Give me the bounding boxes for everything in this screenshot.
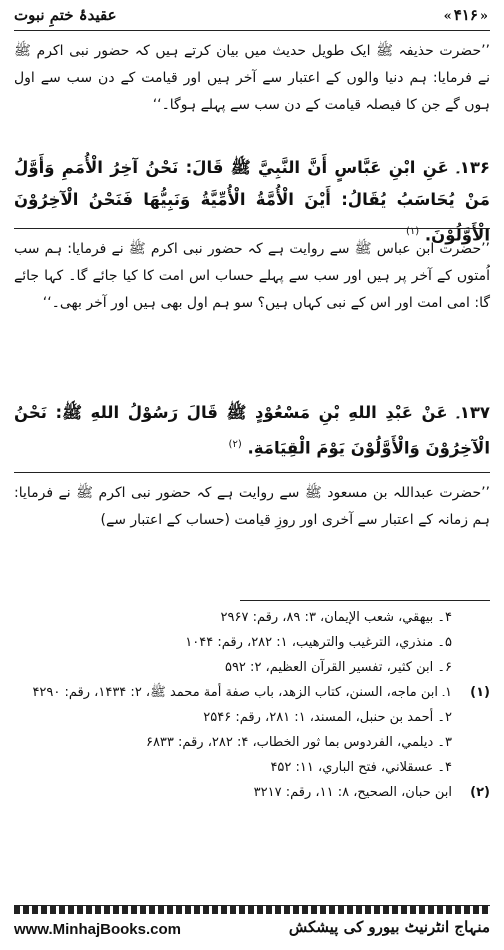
footnote-item: ۲۔ أحمد بن حنبل، المسند، ۱: ۲۸۱، رقم: ۲۵۴۶ xyxy=(203,710,452,725)
divider xyxy=(14,228,490,229)
footer-stripe xyxy=(14,905,490,914)
hadith-text: عَنِ ابْنِ عَبَّاسٍ أَنَّ النَّبِيَّ ﷺ قَالَ: نَحْنُ آخِرُ الْأُمَمِ وَأَوَّلُ مَنْ يُحَاسَبُ يُقَالُ: أَيْنَ الْأُمَّةُ الْأُمِّيَّةُ وَنَبِيُّهَا فَنَحْنُ الْآخِرُوْنَ الْأَوَّلُوْنَ. xyxy=(14,158,490,245)
hadith-number: ۱۳۶۔ xyxy=(456,158,490,177)
footnote-item: ۴۔ بيهقي، شعب الإيمان، ۳: ۸۹، رقم: ۲۹۶۷ xyxy=(220,610,452,625)
footnote-mark: (۱) xyxy=(470,685,490,700)
footnote-2-item: (۲) ابن حبان، الصحيح، ۸: ۱۱، رقم: ۳۲۱۷ xyxy=(14,780,490,805)
hadith-number: ۱۳۷۔ xyxy=(456,403,490,422)
divider xyxy=(14,472,490,473)
website-link[interactable]: www.MinhajBooks.com xyxy=(14,921,181,938)
footnotes xyxy=(14,600,490,805)
hadith-137-arabic xyxy=(14,397,490,465)
page-header xyxy=(14,4,490,31)
hadith-136-translation: ’’حضرت ابن عباس ﷺ سے روایت ہے کہ حضور نبی اکرم ﷺ نے فرمایا: ہم سب اُمتوں کے آخر پر ہیں اور سب سے پہلے حساب اس امت کا کیا جائے گا۔ کہا جائے گا: امی امت اور اس کے نبی کہاں ہیں؟ سو ہم اول بھی ہیں اور آخر بھی۔‘‘ xyxy=(14,241,490,311)
paragraph-hudhayfa: ’’حضرت حذیفہ ﷺ ایک طویل حدیث میں بیان کرتے ہیں کہ حضور نبی اکرم ﷺ نے فرمایا: ہم دنیا والوں کے اعتبار سے آخر ہیں اور قیامت کے دن سب سے اول ہوں گے جن کا فیصلہ قیامت کے دن سب سے پہلے ہوگا۔‘‘ xyxy=(14,43,490,113)
footnote-ref: (۱) xyxy=(405,226,420,237)
footnote-item: ۵۔ منذري، الترغيب والترهيب، ۱: ۲۸۲، رقم: ۱۰۴۴ xyxy=(185,635,452,650)
hadith-text: عَنْ عَبْدِ اللهِ بْنِ مَسْعُوْدٍ ﷺ قَالَ رَسُوْلُ اللهِ ﷺ: نَحْنُ الْآخِرُوْنَ وَالْأَوَّلُوْنَ يَوْمَ الْقِيَامَةِ. xyxy=(14,403,490,458)
footnote-separator xyxy=(240,600,490,601)
book-title: عقیدۂ ختمِ نبوت xyxy=(14,6,117,24)
footnote-mark: (۲) xyxy=(470,785,490,800)
footnote-ref: (۲) xyxy=(228,439,242,450)
footnote-item: ۶۔ ابن كثير، تفسير القرآن العظيم، ۲: ۵۹۲ xyxy=(224,660,452,675)
page-number: «۴۱۶» xyxy=(443,6,488,24)
publisher-credit: منہاج انٹرنیٹ بیورو کی پیشکش xyxy=(288,918,490,936)
page-footer xyxy=(0,905,504,950)
footnote-item: ۴۔ عسقلاني، فتح الباري، ۱۱: ۴۵۲ xyxy=(270,760,452,775)
hadith-137-translation: ’’حضرت عبداللہ بن مسعود ﷺ سے روایت ہے کہ حضور نبی اکرم ﷺ نے فرمایا: ہم زمانہ کے اعتبار سے آخری اور روزِ قیامت (حساب کے اعتبار سے) xyxy=(14,485,490,528)
footnote-1-item: (۱) ۱۔ ابن ماجه، السنن، كتاب الزهد، باب صفة أمة محمد ﷺ، ۲: ۱۴۳۴، رقم: ۴۲۹۰ xyxy=(14,680,490,705)
footnote-item: ۳۔ ديلمي، الفردوس بما ثور الخطاب، ۴: ۲۸۲، رقم: ۶۸۳۳ xyxy=(145,735,452,750)
